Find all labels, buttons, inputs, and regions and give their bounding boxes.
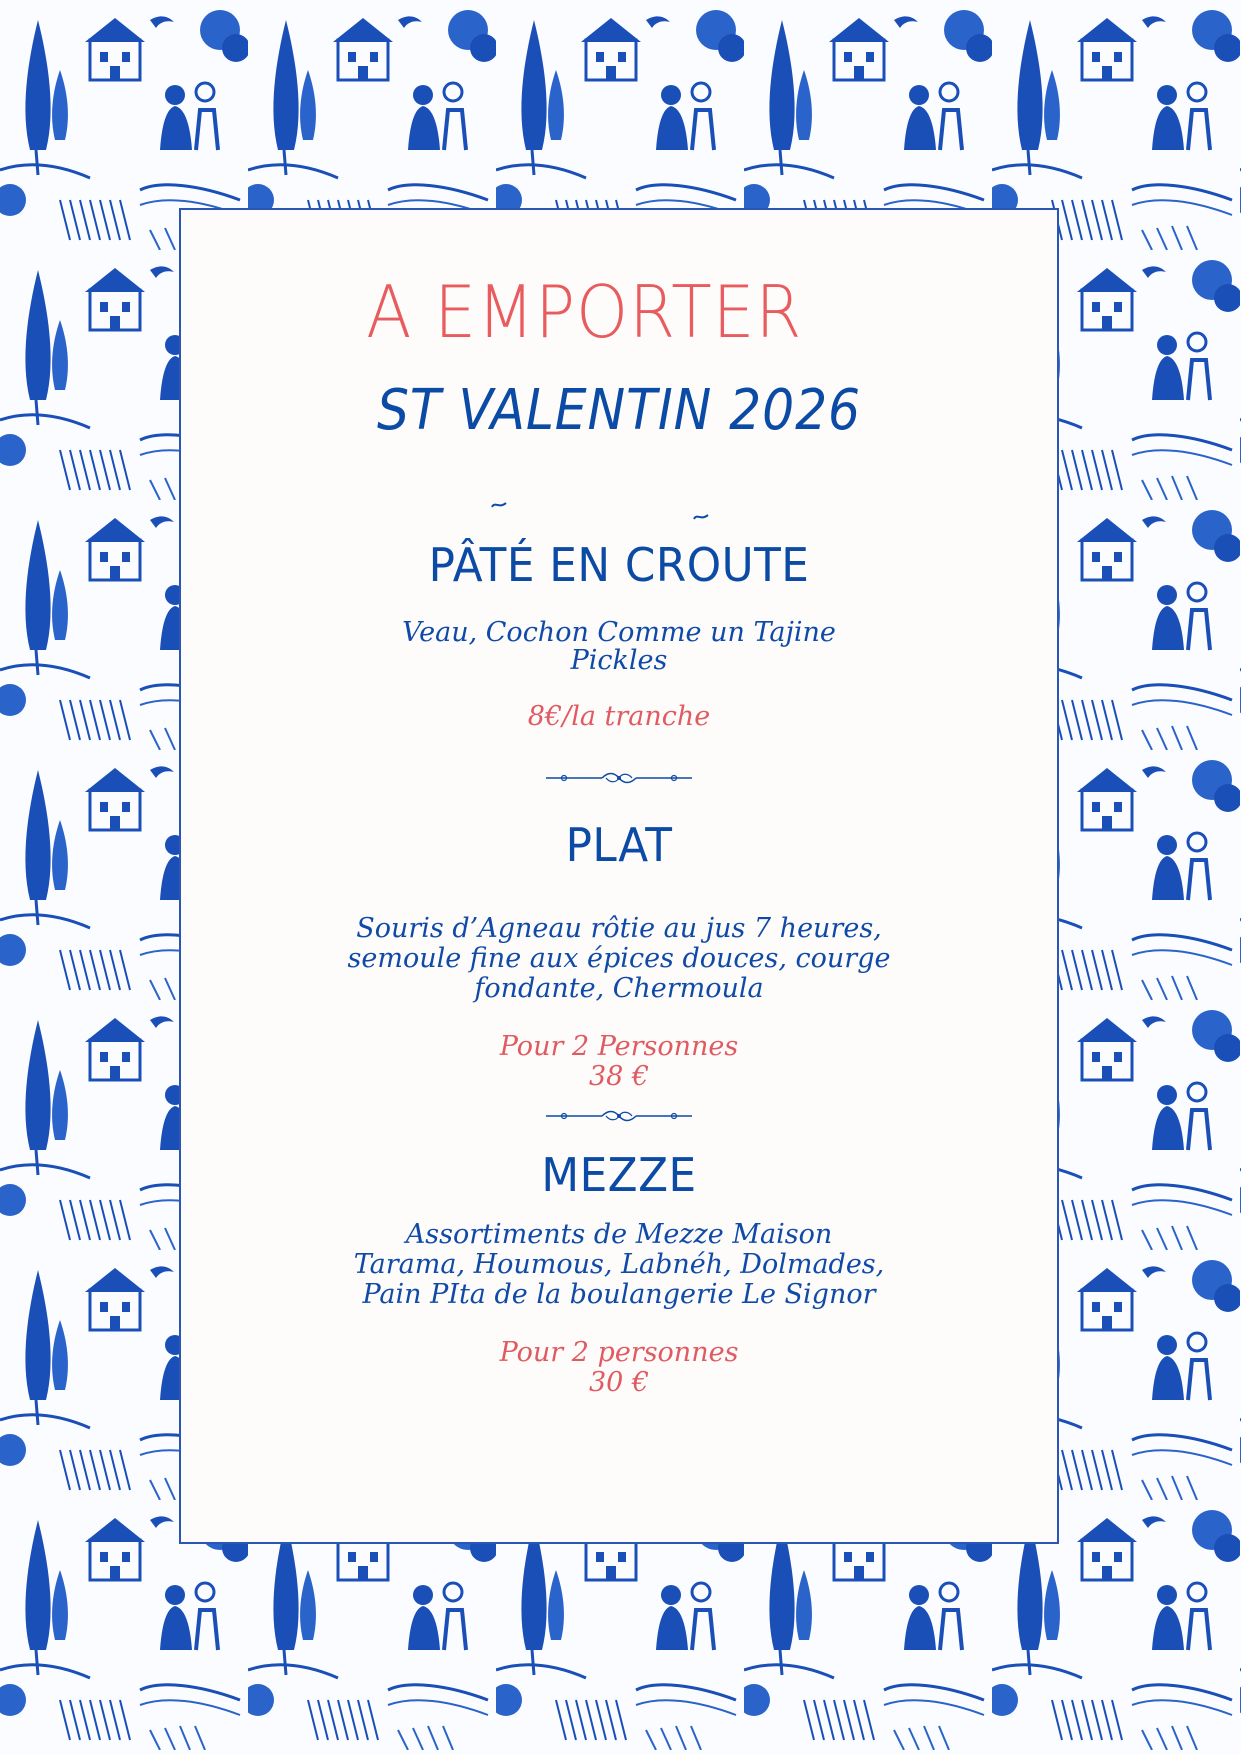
tilde-ornament-icon [693,512,709,522]
page-subtitle: ST VALENTIN 2026 [376,378,862,443]
dish-price: 30 € [588,1367,650,1398]
dish-description-line: fondante, Chermoula [474,973,764,1004]
dish-price: 8€/la tranche [527,701,711,732]
dish-description-line: Pickles [570,645,668,676]
dish-description-line: Pain PIta de la boulangerie Le Signor [362,1279,876,1310]
dish-description-line: Assortiments de Mezze Maison [405,1219,833,1250]
tilde-ornament-icon [491,500,507,510]
dish-price-label: Pour 2 personnes [499,1337,739,1368]
dish-description-line: Veau, Cochon Comme un Tajine [402,617,836,648]
dish-description-line: semoule fine aux épices douces, courge [347,943,891,974]
section-title: PÂTÉ EN CROUTE [428,538,810,592]
section-title: MEZZE [541,1148,697,1202]
menu-card [179,208,1059,1544]
ornamental-flourish-icon [181,1108,1057,1127]
dish-description-line: Souris d’Agneau rôtie au jus 7 heures, [356,913,882,944]
ornamental-flourish-icon [181,770,1057,789]
page-title: A EMPORTER [366,270,803,354]
dish-description-line: Tarama, Houmous, Labnéh, Dolmades, [353,1249,885,1280]
dish-price: 38 € [588,1061,650,1092]
section-title: PLAT [565,818,673,872]
dish-price-label: Pour 2 Personnes [499,1031,739,1062]
